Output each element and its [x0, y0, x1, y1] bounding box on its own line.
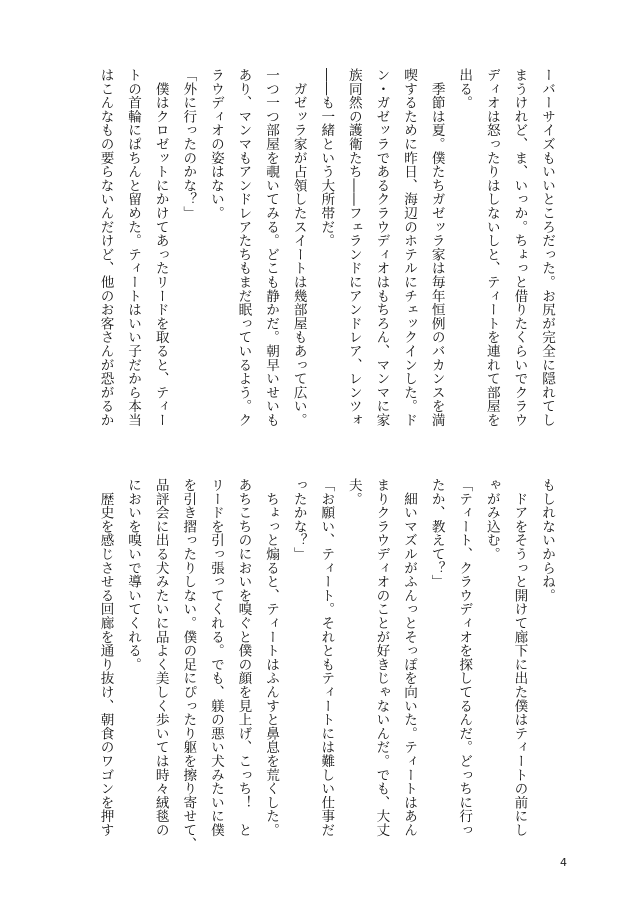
text-column: 喫するために昨日、海辺のホテルにチェックインした。ド	[401, 68, 418, 427]
text-column: ン・ガゼッラであるクラウディオはもちろん、マンマに家	[373, 68, 390, 427]
text-column: ったかな？」	[290, 478, 307, 561]
text-column: 品評会に出る犬みたいに品よく美しく歩いては時々絨毯の	[152, 478, 169, 837]
text-column: 「ティート、クラウディオを探してるんだ。どっちに行っ	[456, 478, 473, 837]
top-text-block	[91, 68, 560, 448]
text-column: まりクラウディオのことが好きじゃないんだ。でも、大丈	[373, 478, 390, 837]
text-column: ――も一緒という大所帯だ。	[318, 68, 335, 248]
text-column: 一つ一つ部屋を覗いてみる。どこも静かだ。朝早いせいも	[263, 68, 280, 427]
text-column: 「外に行ったのかな？」	[180, 68, 197, 220]
text-column: 季節は夏。僕たちガゼッラ家は毎年恒例のバカンスを満	[428, 68, 445, 427]
text-column: ガゼッラ家が占領したスイートは幾部屋もあって広い。	[290, 68, 307, 427]
text-column: ゃがみ込む。	[483, 478, 500, 561]
text-column: を引き摺ったりしない。僕の足にぴったり躯を擦り寄せて、	[180, 478, 197, 851]
text-column: ラウディオの姿はない。	[207, 68, 224, 220]
text-column: ーバーサイズもいいところだった。お尻が完全に隠れてし	[539, 68, 555, 427]
text-column: はこんなもの要らないんだけど、他のお客さんが恐がるか	[97, 68, 114, 427]
text-column: あちこちのにおいを嗅ぐと僕の顔を見上げ、こっち！ と	[235, 478, 252, 837]
text-column: リードを引っ張ってくれる。でも、躾の悪い犬みたいに僕	[207, 478, 224, 837]
text-column: 細いマズルがふんっとそっぽを向いた。ティートはあん	[401, 478, 418, 837]
text-column: もしれないからね。	[539, 478, 555, 603]
text-column: 歴史を感じさせる回廊を通り抜け、朝食のワゴンを押す	[97, 478, 114, 837]
text-column: 夫。	[345, 478, 362, 506]
text-column: 族同然の護衛たち――フェランドにアンドレア、レンツォ	[345, 68, 362, 427]
text-column: たか、教えて？」	[428, 478, 445, 589]
text-column: 「お願い、ティート。それともティートには難しい仕事だ	[318, 478, 335, 837]
text-column: 僕はクロゼットにかけてあったリードを取ると、ティー	[152, 68, 169, 427]
text-column: ちょっと煽ると、ティートはふんすと鼻息を荒くした。	[263, 478, 280, 837]
text-column: あり、マンマもアンドレアたちもまだ眠っているよう。ク	[235, 68, 252, 427]
bottom-text-block	[91, 478, 560, 851]
text-column: ドアをそうっと開けて廊下に出た僕はティートの前にし	[511, 478, 528, 837]
page-number: 4	[560, 856, 567, 869]
text-column: ディオは怒ったりはしないしと、ティートを連れて部屋を	[483, 68, 500, 427]
text-column: トの首輪にぱちんと留めた。ティートはいい子だから本当	[125, 68, 142, 427]
text-column: においを嗅いで導いてくれる。	[125, 478, 142, 672]
text-column: まうけれど、ま、いっか。ちょっと借りたくらいでクラウ	[511, 68, 528, 427]
text-column: 出る。	[456, 68, 473, 110]
